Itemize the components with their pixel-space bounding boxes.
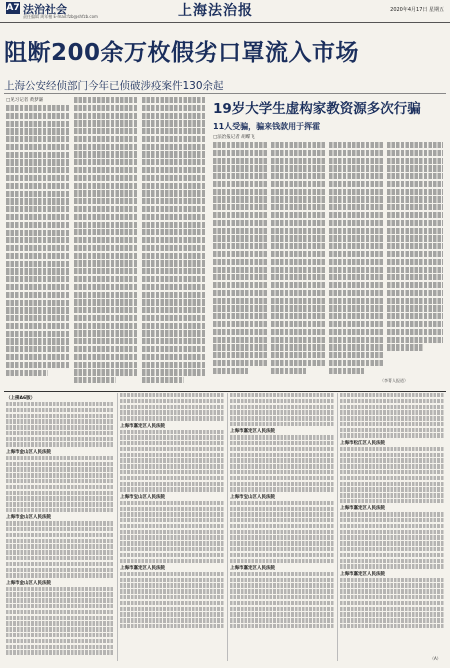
newspaper-logo: 上海法治报 (178, 3, 253, 19)
notice-heading: 上海市嘉定区人民法院 (340, 571, 385, 577)
main-article-column-1 (6, 105, 70, 387)
notice-heading: 上海市松江区人民法院 (340, 440, 385, 446)
main-byline: □见习记者 黄梦谦 (6, 98, 44, 103)
notice-heading: 上海市金山区人民法院 (6, 449, 51, 455)
notice-heading: 上海市嘉定区人民法院 (230, 429, 275, 435)
second-article-end-mark: （李菁人报道） (380, 378, 408, 383)
notice-heading: 上海市嘉定区人民法院 (230, 565, 275, 571)
second-article-headline: 19岁大学生虚构家教资源多次行骗 (213, 101, 421, 117)
main-subheadline: 上海公安经侦部门今年已侦破涉疫案件130余起 (4, 80, 224, 92)
notice-column-1 (6, 393, 114, 661)
main-article-column-3 (142, 97, 206, 387)
editor-line: 责任编辑 周年楷 E-mail:fzb@shfzb.com (23, 14, 98, 19)
notice-column-2 (120, 393, 224, 661)
notice-heading: 上海市宝山区人民法院 (120, 494, 165, 500)
issue-date: 2020年4月17日 星期五 (390, 7, 444, 13)
second-article-column-2 (271, 142, 325, 382)
notice-heading: 上海市嘉定区人民法院 (120, 565, 165, 571)
notice-column-divider (117, 393, 118, 661)
masthead (0, 0, 450, 23)
notice-heading: 上海市金山区人民法院 (6, 580, 51, 586)
second-article-subheadline: 11人受骗，骗来钱款用于挥霍 (213, 122, 321, 131)
notice-heading: 上海市嘉定区人民法院 (120, 423, 165, 429)
section-title: 法治社会 (23, 3, 67, 16)
notice-footer-mark: （A） (430, 656, 441, 661)
notice-column-4 (340, 393, 444, 661)
notice-continuation-mark: （上接A6版） (6, 396, 36, 401)
second-article-column-1 (213, 142, 267, 382)
main-article-column-2 (74, 97, 138, 387)
notice-heading: 上海市金山区人民法院 (6, 515, 51, 521)
notice-column-divider (337, 393, 338, 661)
notice-column-divider (227, 393, 228, 661)
second-article-column-4 (387, 142, 443, 372)
main-headline: 阻断200余万枚假劣口罩流入市场 (4, 40, 360, 66)
page-number-badge: A7 (6, 3, 20, 13)
notice-column-3 (230, 393, 334, 661)
second-article-column-3 (329, 142, 383, 382)
notice-heading: 上海市嘉定区人民法院 (340, 506, 385, 512)
second-article-byline: □法治报记者 胡蝶飞 (213, 135, 255, 140)
headline-divider (4, 93, 446, 94)
notice-heading: 上海市宝山区人民法院 (230, 494, 275, 500)
